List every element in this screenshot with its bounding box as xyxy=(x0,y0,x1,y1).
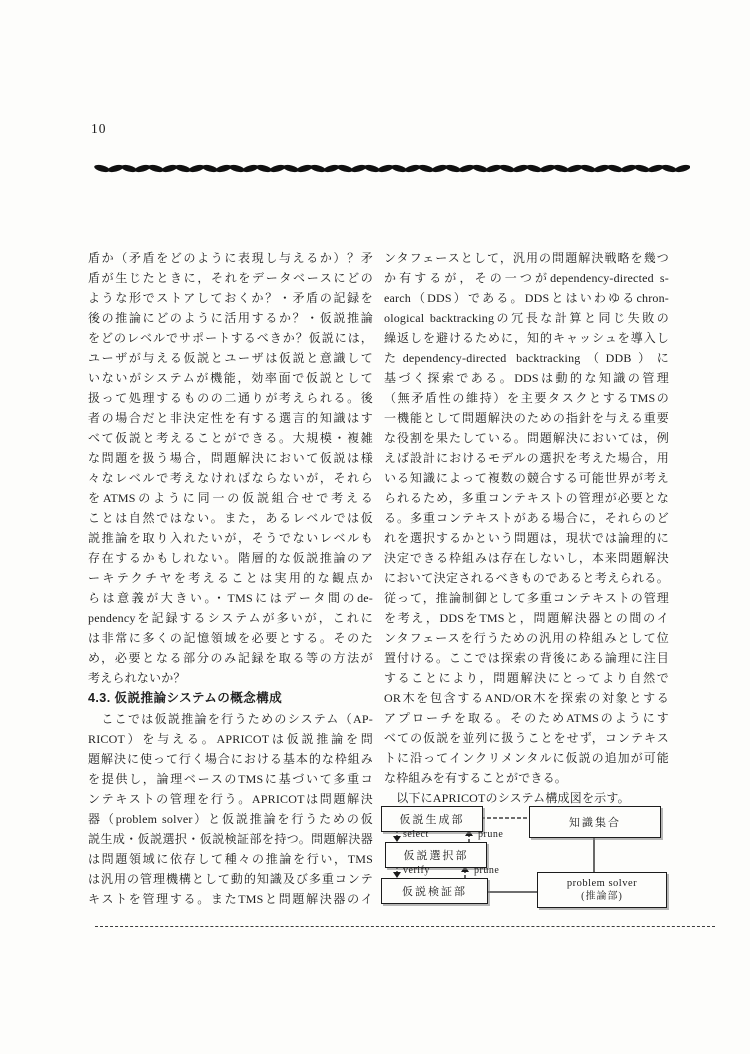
decorative-rope-divider xyxy=(94,162,690,175)
text-line: 盾が生じたときに，それをデータベースにどの xyxy=(88,271,373,285)
text-line: いる知識によって複数の競合する可能世界が考え xyxy=(384,471,669,485)
text-line: ーキテクチヤを考えることは実用的な観点か xyxy=(88,571,373,585)
text-line: 置付ける。ここでは探索の背後にある論理に注目 xyxy=(384,651,669,665)
page-number: 10 xyxy=(91,121,107,136)
footer-rule xyxy=(95,926,715,927)
text-line: 者の場合だと非決定性を有する選言的知識はす xyxy=(88,411,373,425)
text-line: RICOT）を与える。APRICOTは仮説推論を問 xyxy=(88,732,373,746)
text-line: 存在するかもしれない。階層的な仮説推論のア xyxy=(88,551,373,565)
diagram-box-knowledge-set: 知識集合 xyxy=(529,806,661,838)
text-line: られるため，多重コンテキストの管理が必要とな xyxy=(384,491,669,505)
text-line: れを選択するかという問題は，現状では論理的に xyxy=(384,531,669,545)
text-line: pendencyを記録するシステムが多いが，これに xyxy=(88,611,373,625)
text-line: earch（DDS）である。DDSとはいわゆるchron- xyxy=(384,291,669,305)
text-line: 説生成・仮説選択・仮説検証部を持つ。問題解決器 xyxy=(88,832,373,846)
text-line: （無矛盾性の維持）を主要タスクとするTMSの xyxy=(384,391,669,405)
arrow-label-prune-bottom: prune xyxy=(474,865,500,876)
text-line: をどのレベルでサポートするべきか？仮説には， xyxy=(88,331,373,345)
text-line: は汎用の管理機構として動的知識及び多重コンテ xyxy=(88,872,373,886)
text-line: 決定できる枠組みは存在しないし，本来問題解決 xyxy=(384,551,669,565)
text-line: をATMSのように同一の仮説組合せで考える xyxy=(88,491,373,505)
text-line: は問題領域に依存して種々の推論を行い，TMS xyxy=(88,852,373,866)
text-line: ンテキストの管理を行う。APRICOTは問題解決 xyxy=(88,792,373,806)
paragraph-lines xyxy=(384,248,669,768)
text-line: 器（problem solver）と仮説推論を行うための仮 xyxy=(88,812,373,826)
text-line: ンタフェースを行うための汎用の枠組みとして位 xyxy=(384,631,669,645)
text-line: べて仮説と考えることができる。大規模・複雑 xyxy=(88,431,373,445)
text-line: 基づく探索である。DDSは動的な知識の管理 xyxy=(384,371,669,385)
text-line: 従って，推論制御として多重コンテキストの管理 xyxy=(384,591,669,605)
text-line: 繰返しを避けるために，知的キャッシュを導入し xyxy=(384,331,669,345)
text-line: 々なレベルで考えなければならないが，それら xyxy=(88,471,373,485)
arrow-label-select: select xyxy=(403,829,429,840)
text-line: る。多重コンテキストがある場合に，それらのど xyxy=(384,511,669,525)
text-line: たdependency-directed backtracking（DDB）に xyxy=(384,351,669,365)
left-column xyxy=(88,248,373,909)
paragraph-last-line: 考えられないか？ xyxy=(88,671,186,685)
figure-intro-line: 以下にAPRICOTのシステム構成図を示す。 xyxy=(384,791,630,805)
text-line: は非常に多くの記憶領域を必要とする。そのた xyxy=(88,631,373,645)
paragraph-lines xyxy=(88,248,373,668)
text-line: えば設計におけるモデルの選択を考えた場合，用 xyxy=(384,451,669,465)
text-line: め，必要となる部分のみ記録を取る等の方法が xyxy=(88,651,373,665)
problem-solver-title: problem solver xyxy=(566,878,638,889)
text-line: ここでは仮説推論を行うためのシステム（AP- xyxy=(88,712,373,726)
text-line: OR木を包含するAND/OR木を探索の対象とする xyxy=(384,691,669,705)
text-line: キストを管理する。またTMSと問題解決器のイ xyxy=(88,892,373,906)
text-line: ological backtrackingの冗長な計算と同じ失敗の xyxy=(384,311,669,325)
text-line: ユーザが与える仮説とユーザは仮説と意識して xyxy=(88,351,373,365)
text-line: することにより，問題解決にとってより自然で xyxy=(384,671,669,685)
arrow-label-prune-top: prune xyxy=(478,829,504,840)
diagram-box-problem-solver xyxy=(537,872,667,908)
diagram-box-hypothesis-selection: 仮説選択部 xyxy=(385,842,487,868)
text-line: 題解決に使って行く場合における基本的な枠組み xyxy=(88,752,373,766)
text-line: を考え，DDSをTMSと，問題解決器との間のイ xyxy=(384,611,669,625)
text-line: な問題を扱う場合，問題解決において仮説は様 xyxy=(88,451,373,465)
text-line: か有するが，その一つがdependency-directed s- xyxy=(384,271,669,285)
text-line: を提供し，論理ベースのTMSに基づいて多重コ xyxy=(88,772,373,786)
text-line: いないがシステムが機能，効率面で仮説として xyxy=(88,371,373,385)
text-line: べての仮説を並列に扱うことをせず，コンテキス xyxy=(384,731,669,745)
section-heading: 4.3. 仮説推論システムの概念構成 xyxy=(88,691,283,705)
text-line: アプローチを取る。そのためATMSのようにす xyxy=(384,711,669,725)
diagram-box-hypothesis-verification: 仮説検証部 xyxy=(381,878,488,904)
text-line: ような形でストアしておくか？・矛盾の記録を xyxy=(88,291,373,305)
paragraph-last-line: な枠組みを有することができる。 xyxy=(384,771,568,785)
text-line: 一機能として問題解決のための指針を与える重要 xyxy=(384,411,669,425)
text-line: ことは自然ではない。また，あるレベルでは仮 xyxy=(88,511,373,525)
text-line: ンタフェースとして，汎用の問題解決戦略を幾つ xyxy=(384,251,669,265)
problem-solver-subtitle: (推論部) xyxy=(581,891,623,902)
text-line: 盾か（矛盾をどのように表現し与えるか）？矛 xyxy=(88,251,373,265)
text-line: 説推論を取り入れたいが，そうでないレベルも xyxy=(88,531,373,545)
text-line: において決定されるべきものであると考えられる。 xyxy=(384,571,669,585)
text-line: な役割を果たしている。問題解決においては，例 xyxy=(384,431,669,445)
text-line: らは意義が大きい。・TMSにはデータ間のde- xyxy=(88,591,373,605)
text-line: 扱って処理するものの二通りが考えられる。後 xyxy=(88,391,373,405)
paragraph-lines xyxy=(88,709,373,909)
text-line: トに沿ってインクリメンタルに仮説の追加が可能 xyxy=(384,751,669,765)
diagram-box-hypothesis-generation: 仮説生成部 xyxy=(381,806,483,832)
text-line: 後の推論にどのように活用するか？・仮説推論 xyxy=(88,311,373,325)
system-architecture-diagram xyxy=(377,806,685,910)
right-column xyxy=(384,248,669,808)
arrow-label-verify: verify xyxy=(403,865,430,876)
